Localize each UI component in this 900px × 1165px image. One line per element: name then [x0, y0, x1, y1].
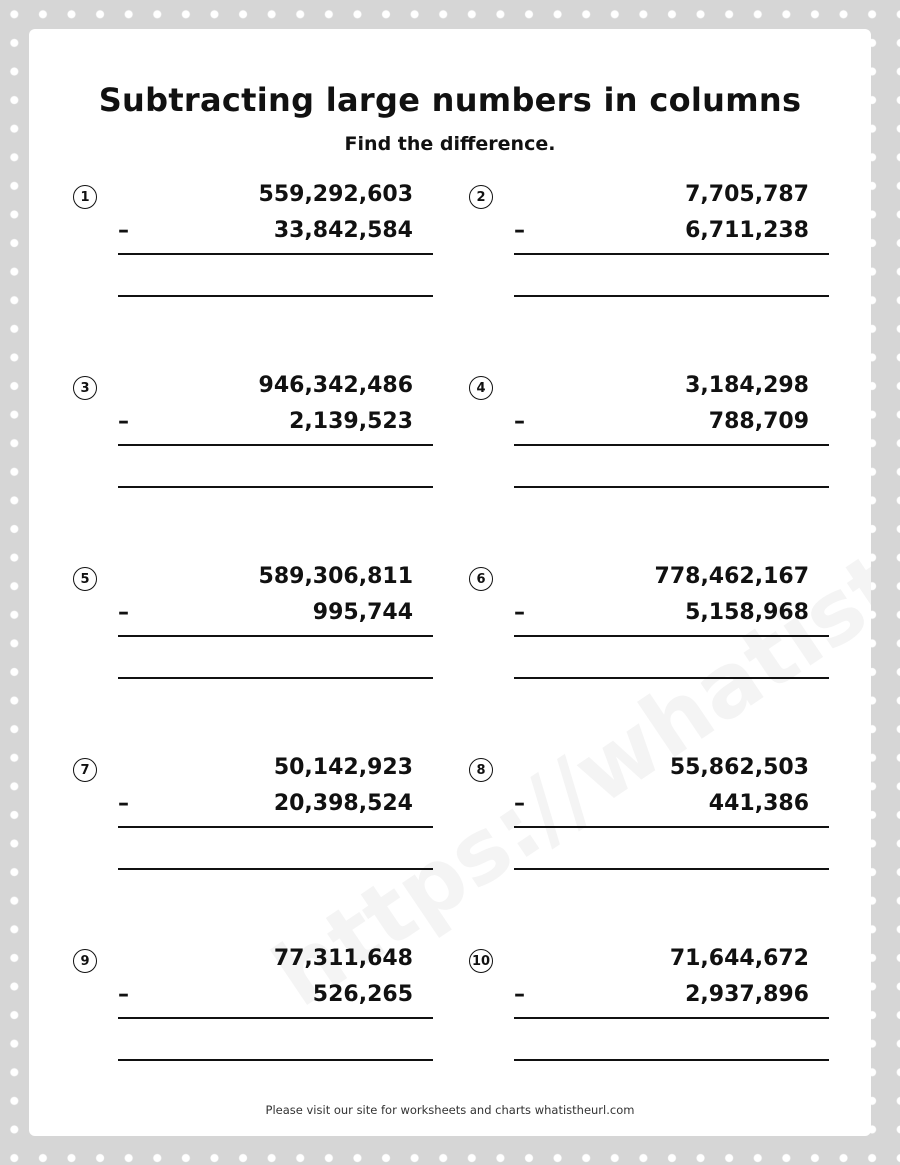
answer-line[interactable] [118, 295, 433, 297]
operation-line [514, 253, 829, 255]
problem-10 [427, 946, 809, 1079]
answer-line[interactable] [118, 1059, 433, 1061]
subtrahend: 20,398,524 [273, 791, 413, 816]
operation-line [514, 826, 829, 828]
answer-line[interactable] [118, 868, 433, 870]
footer-note: Please visit our site for worksheets and charts whatistheurl.com [265, 1103, 635, 1117]
problem-4 [427, 373, 809, 506]
minus-sign: – [514, 218, 525, 243]
problem-3 [31, 373, 413, 506]
answer-line[interactable] [514, 677, 829, 679]
minuend: 77,311,648 [273, 946, 413, 971]
problem-number: 9 [73, 949, 97, 973]
problem-9 [31, 946, 413, 1079]
answer-line[interactable] [118, 677, 433, 679]
answer-line[interactable] [118, 486, 433, 488]
problem-5 [31, 564, 413, 697]
operation-line [514, 1017, 829, 1019]
problem-number: 8 [469, 758, 493, 782]
minuend: 55,862,503 [669, 755, 809, 780]
problem-number: 1 [73, 185, 97, 209]
minus-sign: – [118, 600, 129, 625]
answer-line[interactable] [514, 868, 829, 870]
operation-line [514, 635, 829, 637]
subtrahend: 5,158,968 [685, 600, 809, 625]
operation-line [118, 826, 433, 828]
subtrahend: 441,386 [708, 791, 809, 816]
subtrahend: 6,711,238 [685, 218, 809, 243]
page-title: Subtracting large numbers in columns [98, 81, 802, 119]
problem-number: 10 [469, 949, 493, 973]
minus-sign: – [514, 791, 525, 816]
problem-number: 4 [469, 376, 493, 400]
problem-number: 3 [73, 376, 97, 400]
minuend: 50,142,923 [273, 755, 413, 780]
subtrahend: 788,709 [708, 409, 809, 434]
minus-sign: – [118, 218, 129, 243]
subtrahend: 995,744 [312, 600, 413, 625]
problem-6 [427, 564, 809, 697]
problem-number: 2 [469, 185, 493, 209]
minuend: 3,184,298 [685, 373, 809, 398]
worksheet-page [29, 29, 871, 1136]
minuend: 559,292,603 [258, 182, 413, 207]
problem-number: 6 [469, 567, 493, 591]
subtrahend: 33,842,584 [273, 218, 413, 243]
minus-sign: – [514, 409, 525, 434]
answer-line[interactable] [514, 486, 829, 488]
subtrahend: 2,139,523 [289, 409, 413, 434]
operation-line [118, 253, 433, 255]
operation-line [514, 444, 829, 446]
subtrahend: 526,265 [312, 982, 413, 1007]
minus-sign: – [118, 409, 129, 434]
minus-sign: – [118, 982, 129, 1007]
problem-8 [427, 755, 809, 888]
minuend: 71,644,672 [669, 946, 809, 971]
problem-number: 5 [73, 567, 97, 591]
minuend: 946,342,486 [258, 373, 413, 398]
minuend: 7,705,787 [685, 182, 809, 207]
subtrahend: 2,937,896 [685, 982, 809, 1007]
minus-sign: – [118, 791, 129, 816]
minuend: 778,462,167 [654, 564, 809, 589]
minuend: 589,306,811 [258, 564, 413, 589]
minus-sign: – [514, 600, 525, 625]
operation-line [118, 635, 433, 637]
problem-1 [31, 182, 413, 315]
answer-line[interactable] [514, 295, 829, 297]
operation-line [118, 444, 433, 446]
problem-7 [31, 755, 413, 888]
operation-line [118, 1017, 433, 1019]
minus-sign: – [514, 982, 525, 1007]
problem-number: 7 [73, 758, 97, 782]
instructions: Find the difference. [344, 133, 556, 155]
answer-line[interactable] [514, 1059, 829, 1061]
problem-2 [427, 182, 809, 315]
